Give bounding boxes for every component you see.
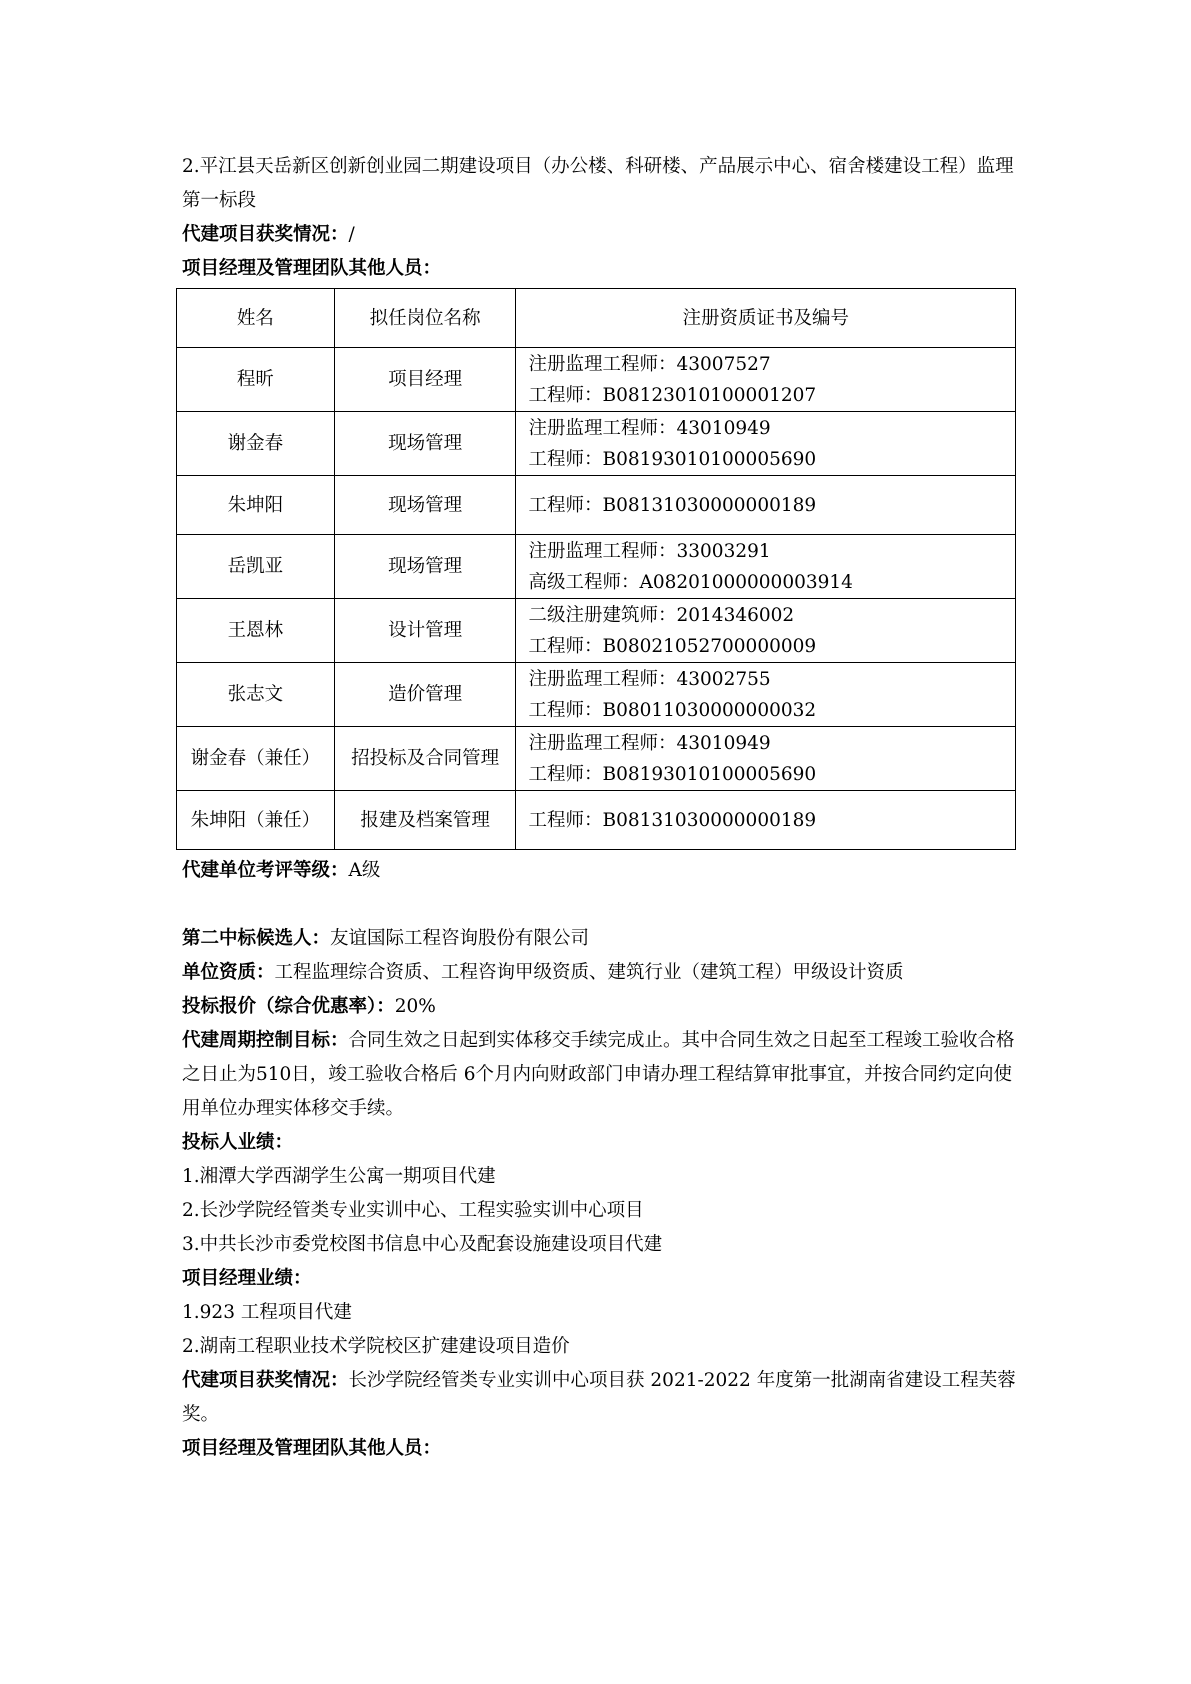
pm-performance-item: 2.湖南工程职业技术学院校区扩建建设项目造价 bbox=[182, 1336, 570, 1357]
table-row bbox=[177, 791, 1016, 850]
award-value-1: / bbox=[348, 224, 355, 245]
cert-line: 工程师：B08131030000000189 bbox=[528, 809, 817, 831]
candidate-line bbox=[182, 922, 1022, 956]
candidate-value: 友谊国际工程咨询股份有限公司 bbox=[330, 928, 590, 949]
header-role: 拟任岗位名称 bbox=[334, 289, 516, 348]
cert-line: 工程师：B08131030000000189 bbox=[528, 494, 817, 516]
cert-line: 注册监理工程师：43010949 bbox=[528, 417, 771, 439]
bidder-performance-label: 投标人业绩： bbox=[182, 1132, 294, 1153]
bid-value: 20% bbox=[394, 996, 436, 1017]
qualification-value: 工程监理综合资质、工程咨询甲级资质、建筑行业（建筑工程）甲级设计资质 bbox=[274, 962, 904, 983]
cell-name: 程昕 bbox=[177, 348, 335, 412]
bidder-performance-item: 2.长沙学院经管类专业实训中心、工程实验实训中心项目 bbox=[182, 1200, 644, 1221]
cell-name: 岳凯亚 bbox=[177, 535, 335, 599]
header-cert: 注册资质证书及编号 bbox=[516, 289, 1016, 348]
bidder-performance-item: 1.湘潭大学西湖学生公寓一期项目代建 bbox=[182, 1166, 496, 1187]
cert-line: 注册监理工程师：43007527 bbox=[528, 353, 771, 375]
cert-line: 工程师：B08021052700000009 bbox=[528, 635, 817, 657]
spacer bbox=[182, 888, 1022, 922]
pm-performance-item: 1.923 工程项目代建 bbox=[182, 1302, 352, 1323]
bid-label: 投标报价（综合优惠率）： bbox=[182, 996, 395, 1017]
period-value: 合同生效之日起到实体移交手续完成止。其中合同生效之日起至工程竣工验收合格之日止为510日，竣工验收合格后 6个月内向财政部门申请办理工程结算审批事宜，并按合同约定向使用单位办理实体移交手续。 bbox=[182, 1030, 1015, 1119]
document-page bbox=[182, 150, 1022, 1466]
award-label-1: 代建项目获奖情况： bbox=[182, 224, 349, 245]
team-table bbox=[176, 288, 1016, 850]
rating-value: A级 bbox=[348, 860, 381, 881]
bidder-performance-item: 3.中共长沙市委党校图书信息中心及配套设施建设项目代建 bbox=[182, 1234, 663, 1255]
cell-name: 谢金春 bbox=[177, 412, 335, 476]
table-row bbox=[177, 412, 1016, 476]
rating-label: 代建单位考评等级： bbox=[182, 860, 349, 881]
table-row bbox=[177, 348, 1016, 412]
cell-cert bbox=[516, 599, 1016, 663]
table-row bbox=[177, 727, 1016, 791]
cell-name: 王恩林 bbox=[177, 599, 335, 663]
cell-cert bbox=[516, 535, 1016, 599]
cell-role: 招投标及合同管理 bbox=[334, 727, 516, 791]
cell-role: 现场管理 bbox=[334, 412, 516, 476]
table-row bbox=[177, 599, 1016, 663]
table-row bbox=[177, 476, 1016, 535]
pm-performance-label: 项目经理业绩： bbox=[182, 1268, 312, 1289]
rating-line bbox=[182, 854, 1022, 888]
cell-name: 朱坤阳（兼任） bbox=[177, 791, 335, 850]
qualification-label: 单位资质： bbox=[182, 962, 275, 983]
cert-line: 二级注册建筑师：2014346002 bbox=[528, 604, 795, 626]
cell-cert bbox=[516, 476, 1016, 535]
candidate-label: 第二中标候选人： bbox=[182, 928, 331, 949]
bid-line bbox=[182, 990, 1022, 1024]
header-name: 姓名 bbox=[177, 289, 335, 348]
team-label-1: 项目经理及管理团队其他人员： bbox=[182, 258, 442, 279]
period-label: 代建周期控制目标： bbox=[182, 1030, 349, 1051]
cell-name: 谢金春（兼任） bbox=[177, 727, 335, 791]
cell-role: 报建及档案管理 bbox=[334, 791, 516, 850]
cell-cert bbox=[516, 727, 1016, 791]
period-line bbox=[182, 1024, 1022, 1126]
project-line: 2.平江县天岳新区创新创业园二期建设项目（办公楼、科研楼、产品展示中心、宿舍楼建设工程）监理第一标段 bbox=[182, 156, 1014, 211]
cell-role: 设计管理 bbox=[334, 599, 516, 663]
cell-cert bbox=[516, 412, 1016, 476]
table-row bbox=[177, 535, 1016, 599]
cell-role: 现场管理 bbox=[334, 476, 516, 535]
cell-role: 现场管理 bbox=[334, 535, 516, 599]
team-label-2: 项目经理及管理团队其他人员： bbox=[182, 1438, 442, 1459]
table-header-row bbox=[177, 289, 1016, 348]
cert-line: 工程师：B08011030000000032 bbox=[528, 699, 817, 721]
cell-cert bbox=[516, 663, 1016, 727]
cell-role: 造价管理 bbox=[334, 663, 516, 727]
cert-line: 注册监理工程师：43002755 bbox=[528, 668, 771, 690]
cert-line: 高级工程师：A08201000000003914 bbox=[528, 571, 853, 593]
cert-line: 注册监理工程师：43010949 bbox=[528, 732, 771, 754]
cell-name: 张志文 bbox=[177, 663, 335, 727]
cert-line: 工程师：B08193010100005690 bbox=[528, 448, 817, 470]
cell-role: 项目经理 bbox=[334, 348, 516, 412]
cell-cert bbox=[516, 791, 1016, 850]
table-row bbox=[177, 663, 1016, 727]
award-value-2: 长沙学院经管类专业实训中心项目获 2021-2022 年度第一批湖南省建设工程芙蓉奖。 bbox=[182, 1370, 1016, 1425]
award-line-1 bbox=[182, 218, 1022, 252]
cert-line: 工程师：B08193010100005690 bbox=[528, 763, 817, 785]
qualification-line bbox=[182, 956, 1022, 990]
cell-name: 朱坤阳 bbox=[177, 476, 335, 535]
award-line-2 bbox=[182, 1364, 1022, 1432]
cert-line: 工程师：B08123010100001207 bbox=[528, 384, 817, 406]
cell-cert bbox=[516, 348, 1016, 412]
award-label-2: 代建项目获奖情况： bbox=[182, 1370, 349, 1391]
cert-line: 注册监理工程师：33003291 bbox=[528, 540, 771, 562]
